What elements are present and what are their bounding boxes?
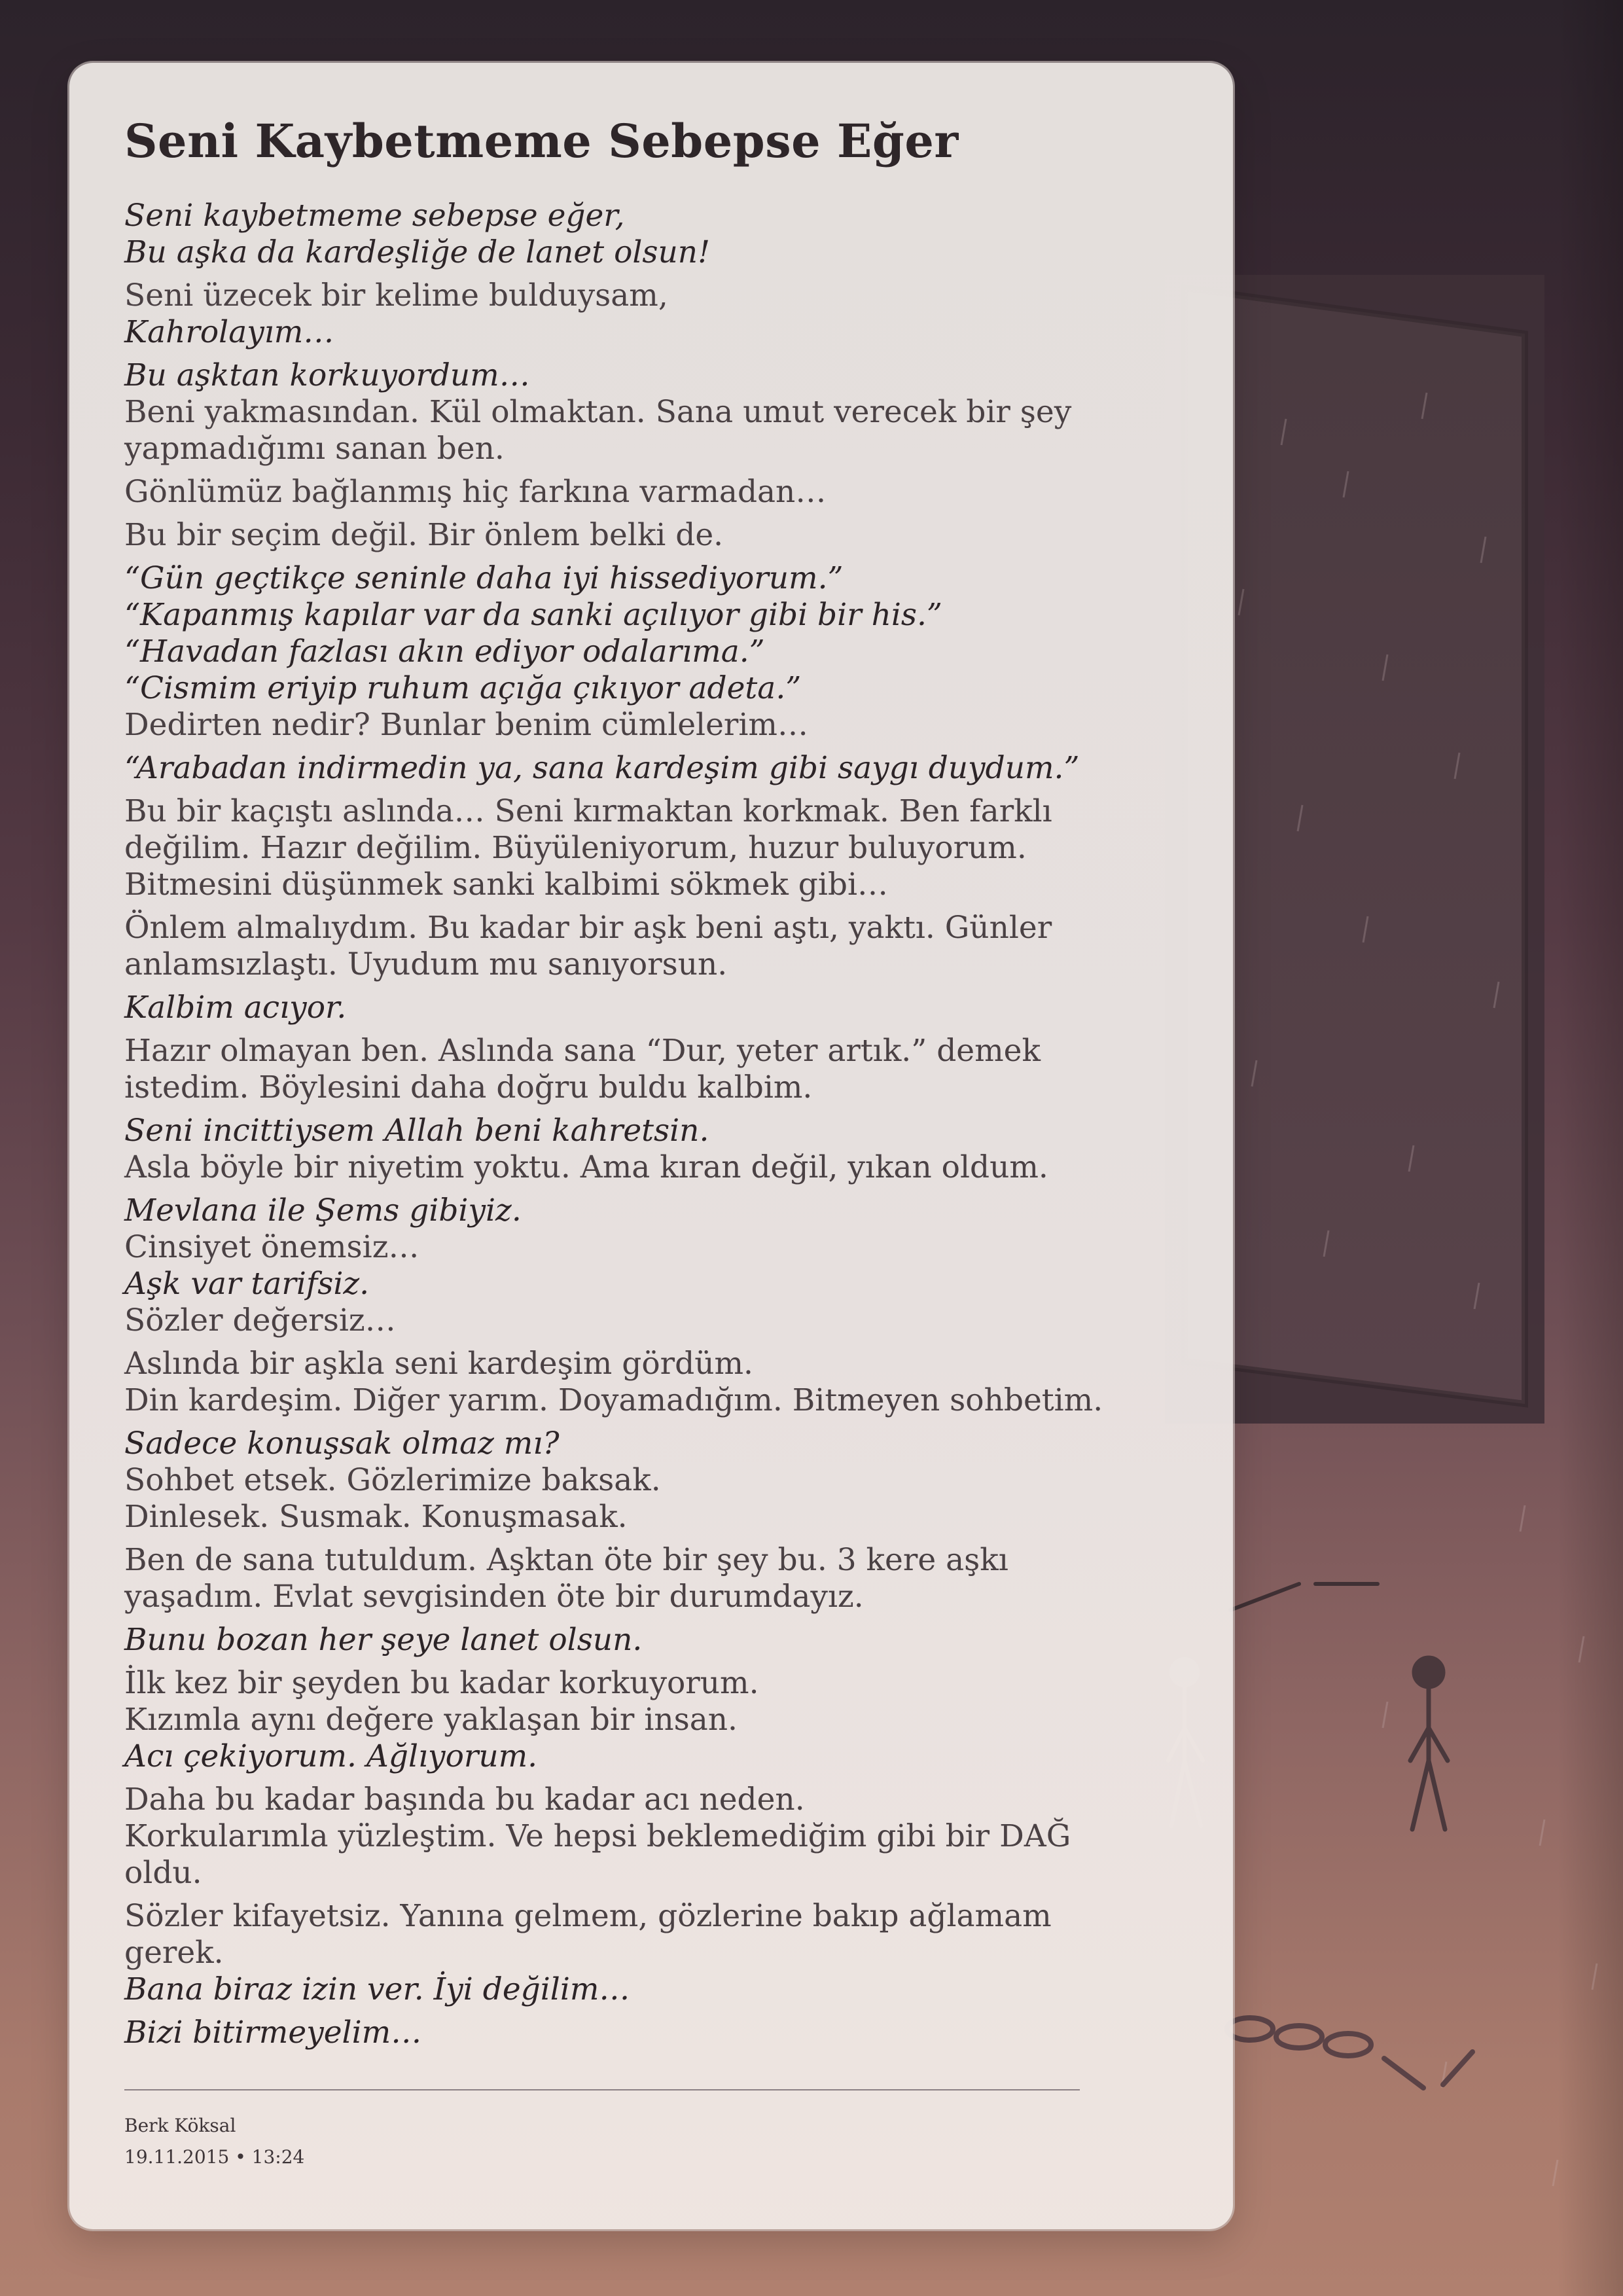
poem-line: Sözler kifayetsiz. Yanına gelmem, gözlerine bakıp ağlamam — [124, 1898, 1052, 1934]
stanza — [124, 560, 1178, 744]
poem-line: Mevlana ile Şems gibiyiz. — [124, 1193, 522, 1229]
stanza — [124, 1033, 1178, 1106]
stanza — [124, 198, 1178, 271]
stanza — [124, 1782, 1178, 1892]
poem-line: anlamsızlaştı. Uyudum mu sanıyorsun. — [124, 946, 728, 982]
poem-line: Bizi bitirmeyelim… — [124, 2015, 422, 2051]
poem-line: değilim. Hazır değilim. Büyüleniyorum, huzur buluyorum. — [124, 830, 1027, 866]
author-name: Berk Köksal — [124, 2115, 236, 2136]
poem-line: Seni üzecek bir kelime bulduysam, — [124, 278, 668, 314]
stanza — [124, 474, 1178, 511]
poem-card — [69, 63, 1233, 2229]
stanza — [124, 1665, 1178, 1775]
stanza — [124, 990, 1178, 1026]
poem-line: “Cismim eriyip ruhum açığa çıkıyor adeta.” — [124, 670, 802, 706]
poem-line: İlk kez bir şeyden bu kadar korkuyorum. — [124, 1665, 759, 1701]
poem-line: Ben de sana tutuldum. Aşktan öte bir şey bu. 3 kere aşkı — [124, 1542, 1008, 1578]
stanza — [124, 357, 1178, 467]
poem-title: Seni Kaybetmeme Sebepse Eğer — [124, 114, 959, 168]
poem-line: Aşk var tarifsiz. — [124, 1266, 370, 1302]
poem-line: Acı çekiyorum. Ağlıyorum. — [124, 1738, 538, 1774]
poem-line: Dedirten nedir? Bunlar benim cümlelerim… — [124, 707, 808, 743]
broken-line-decoration — [1230, 1584, 1378, 1610]
poem-line: Asla böyle bir niyetim yoktu. Ama kıran değil, yıkan oldum. — [124, 1149, 1048, 1185]
stanza — [124, 278, 1178, 351]
poem-line: Sözler değersiz… — [124, 1302, 396, 1338]
poem-line: Sohbet etsek. Gözlerimize baksak. — [124, 1462, 661, 1498]
poem-line: Kahrolayım… — [124, 314, 334, 350]
stanza — [124, 1542, 1178, 1615]
stanza — [124, 1113, 1178, 1186]
poem-line: Bitmesini düşünmek sanki kalbimi sökmek gibi… — [124, 867, 889, 903]
poem-line: yapmadığımı sanan ben. — [124, 431, 505, 467]
poem-line: Din kardeşim. Diğer yarım. Doyamadığım. Bitmeyen sohbetim. — [124, 1382, 1103, 1418]
figure-right — [1410, 1658, 1448, 1829]
stanza — [124, 910, 1178, 983]
poem-line: yaşadım. Evlat sevgisinden öte bir durumdayız. — [124, 1579, 864, 1615]
poem-line: “Arabadan indirmedin ya, sana kardeşim gibi saygı duydum.” — [124, 750, 1080, 786]
poem-line: Bunu bozan her şeye lanet olsun. — [124, 1622, 643, 1658]
poem-line: “Gün geçtikçe seninle daha iyi hissediyorum.” — [124, 560, 844, 596]
poem-line: Kalbim acıyor. — [124, 990, 347, 1026]
poem-body — [124, 198, 1178, 2051]
divider — [124, 2089, 1080, 2090]
poem-line: Bu aşka da kardeşliğe de lanet olsun! — [124, 234, 710, 270]
poem-line: istedim. Böylesini daha doğru buldu kalbim. — [124, 1069, 813, 1105]
poem-line: Seni kaybetmeme sebepse eğer, — [124, 198, 625, 234]
poem-line: “Havadan fazlası akın ediyor odalarıma.” — [124, 634, 765, 670]
poem-line: Bu aşktan korkuyordum… — [124, 357, 530, 393]
stanza — [124, 1898, 1178, 2008]
poem-line: oldu. — [124, 1855, 202, 1891]
stanza — [124, 1426, 1178, 1535]
poem-line: Korkularımla yüzleştim. Ve hepsi beklemediğim gibi bir DAĞ — [124, 1818, 1071, 1854]
poem-line: Dinlesek. Susmak. Konuşmasak. — [124, 1499, 628, 1535]
poem-line: Önlem almalıydım. Bu kadar bir aşk beni aştı, yaktı. Günler — [124, 910, 1052, 946]
poem-line: Sadece konuşsak olmaz mı? — [124, 1426, 560, 1462]
poem-line: gerek. — [124, 1935, 224, 1971]
poem-line: Beni yakmasından. Kül olmaktan. Sana umut verecek bir şey — [124, 394, 1072, 430]
poem-line: “Kapanmış kapılar var da sanki açılıyor gibi bir his.” — [124, 597, 942, 633]
stanza — [124, 517, 1178, 554]
poem-line: Bu bir seçim değil. Bir önlem belki de. — [124, 517, 724, 553]
stanza — [124, 793, 1178, 903]
poem-line: Bana biraz izin ver. İyi değilim… — [124, 1971, 630, 2007]
poem-line: Kızımla aynı değere yaklaşan bir insan. — [124, 1702, 738, 1738]
stanza — [124, 2015, 1178, 2051]
stanza — [124, 1193, 1178, 1339]
stanza — [124, 750, 1178, 787]
poem-line: Seni incittiysem Allah beni kahretsin. — [124, 1113, 709, 1149]
post-date: 19.11.2015 • 13:24 — [124, 2146, 305, 2168]
poem-line: Bu bir kaçıştı aslında… Seni kırmaktan korkmak. Ben farklı — [124, 793, 1052, 829]
stanza — [124, 1346, 1178, 1419]
poem-line: Gönlümüz bağlanmış hiç farkına varmadan… — [124, 474, 827, 510]
poem-line: Hazır olmayan ben. Aslında sana “Dur, yeter artık.” demek — [124, 1033, 1041, 1069]
broken-chain — [1227, 2018, 1472, 2088]
poem-line: Aslında bir aşkla seni kardeşim gördüm. — [124, 1346, 753, 1382]
poem-line: Cinsiyet önemsiz… — [124, 1229, 419, 1265]
stanza — [124, 1622, 1178, 1659]
poem-line: Daha bu kadar başında bu kadar acı neden. — [124, 1782, 805, 1818]
